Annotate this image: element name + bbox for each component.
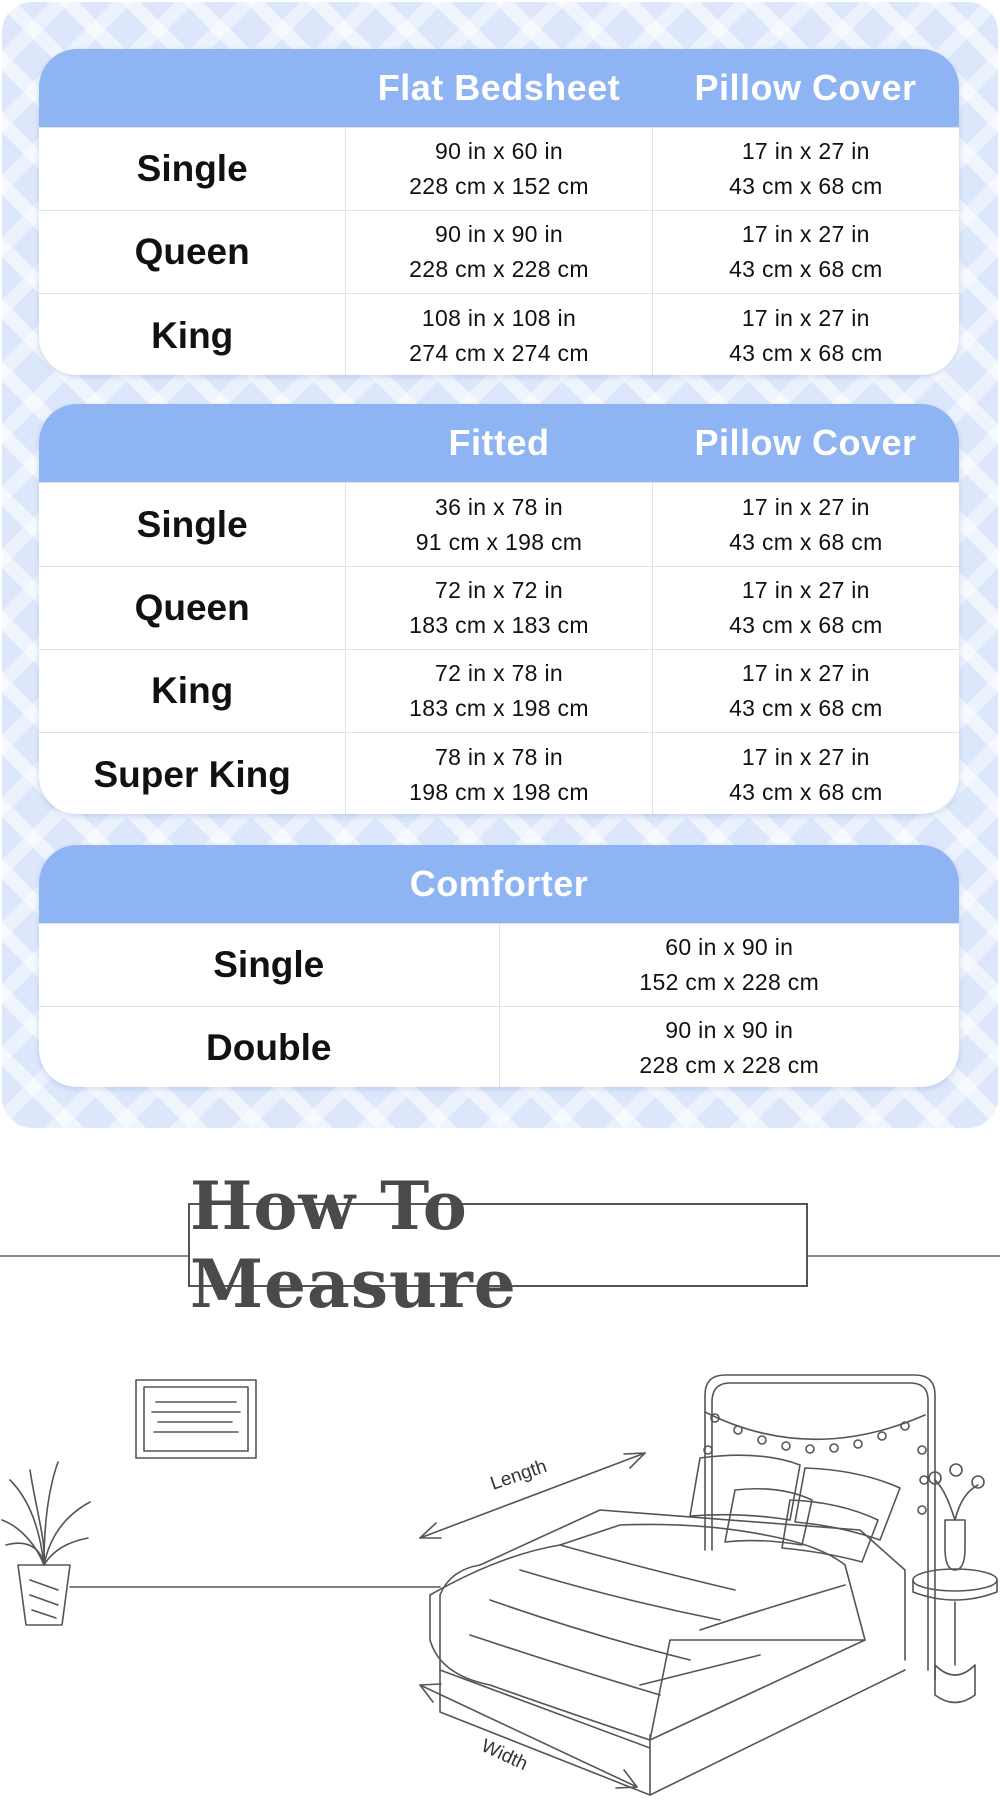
dim-cm: 43 cm x 68 cm: [729, 173, 883, 199]
table-row: [39, 1006, 959, 1087]
pillow-dimensions: [652, 211, 959, 293]
dim-inches: 17 in x 27 in: [741, 138, 870, 164]
dim-inches: 17 in x 27 in: [741, 304, 870, 331]
sheet-dimensions: [345, 567, 651, 649]
table-row: [39, 127, 959, 210]
pillow-dimensions: [652, 650, 959, 732]
dim-cm: 183 cm x 198 cm: [409, 695, 589, 721]
comforter-dimensions: [499, 924, 960, 1006]
dim-cm: 228 cm x 228 cm: [639, 1051, 820, 1078]
sheet-dimensions: [345, 483, 651, 566]
header-comforter: Comforter: [409, 863, 589, 904]
sheet-dimensions: [345, 650, 651, 732]
dim-inches: 108 in x 108 in: [421, 304, 577, 331]
dim-cm: 43 cm x 68 cm: [729, 528, 883, 555]
dim-inches: 72 in x 78 in: [435, 660, 563, 686]
bedroom-illustration: [0, 1340, 1000, 1810]
table-row: [39, 482, 959, 566]
table-row: [39, 923, 959, 1006]
potted-plant-icon: [2, 1462, 90, 1625]
dim-cm: 183 cm x 183 cm: [409, 612, 589, 638]
table-row: [39, 732, 959, 814]
dim-cm: 43 cm x 68 cm: [729, 695, 883, 721]
size-chart-panel: [2, 2, 998, 1128]
dim-inches: 78 in x 78 in: [435, 744, 563, 770]
header-fitted: Fitted: [448, 422, 550, 463]
comforter-dimensions: [499, 1007, 960, 1087]
dim-cm: 43 cm x 68 cm: [729, 612, 883, 638]
table-header: [39, 845, 959, 923]
size-name: Single: [136, 148, 248, 189]
dim-cm: 43 cm x 68 cm: [729, 339, 883, 366]
table-row: [39, 649, 959, 732]
pillow-dimensions: [652, 128, 959, 210]
flat-bedsheet-table: [39, 49, 959, 375]
dim-cm: 274 cm x 274 cm: [409, 339, 589, 366]
header-pillow-cover: Pillow Cover: [694, 422, 917, 463]
dim-inches: 17 in x 27 in: [741, 221, 870, 247]
sheet-dimensions: [345, 294, 651, 375]
width-label: Width: [477, 1735, 531, 1776]
table-row: [39, 210, 959, 293]
size-name: Single: [213, 944, 325, 985]
size-name: Queen: [134, 231, 250, 272]
side-table-icon: [913, 1464, 997, 1703]
length-label: Length: [487, 1455, 550, 1495]
comforter-icon: [430, 1524, 865, 1740]
size-name: Queen: [134, 587, 250, 628]
dim-cm: 228 cm x 228 cm: [409, 256, 589, 282]
header-size: [39, 49, 346, 127]
dim-inches: 90 in x 90 in: [435, 221, 563, 247]
table-row: [39, 293, 959, 375]
dim-cm: 198 cm x 198 cm: [409, 779, 589, 805]
header-pillow-cover: Pillow Cover: [694, 67, 917, 108]
sheet-dimensions: [345, 211, 651, 293]
dim-inches: 60 in x 90 in: [665, 934, 794, 960]
pillow-dimensions: [652, 567, 959, 649]
dim-inches: 90 in x 90 in: [665, 1016, 794, 1043]
sheet-dimensions: [345, 128, 651, 210]
table-header: [39, 404, 959, 482]
divider-right: [808, 1255, 1000, 1257]
pillow-dimensions: [652, 294, 959, 375]
table-row: [39, 566, 959, 649]
dim-cm: 43 cm x 68 cm: [729, 256, 883, 282]
header-size: [39, 404, 346, 482]
table-header: [39, 49, 959, 127]
picture-frame-icon: [136, 1380, 256, 1458]
fitted-table: [39, 404, 959, 814]
dim-inches: 36 in x 78 in: [435, 493, 563, 520]
width-arrow-icon: [420, 1684, 637, 1788]
dim-inches: 17 in x 27 in: [741, 744, 870, 770]
size-name: Single: [136, 503, 248, 545]
size-name: Double: [206, 1026, 332, 1068]
dim-inches: 72 in x 72 in: [435, 577, 563, 603]
dim-inches: 17 in x 27 in: [741, 660, 870, 686]
dim-cm: 228 cm x 152 cm: [409, 173, 589, 199]
sheet-dimensions: [345, 733, 651, 814]
header-flat-bedsheet: Flat Bedsheet: [377, 67, 621, 108]
pillow-dimensions: [652, 483, 959, 566]
pillows-icon: [690, 1455, 900, 1562]
pillow-dimensions: [652, 733, 959, 814]
dim-inches: 17 in x 27 in: [741, 493, 870, 520]
dim-inches: 90 in x 60 in: [435, 138, 563, 164]
dim-cm: 43 cm x 68 cm: [729, 779, 883, 805]
divider-left: [0, 1255, 188, 1257]
comforter-table: [39, 845, 959, 1087]
dim-inches: 17 in x 27 in: [741, 577, 870, 603]
size-name: King: [151, 670, 234, 711]
dim-cm: 152 cm x 228 cm: [639, 969, 820, 995]
size-name: King: [151, 314, 234, 356]
dim-cm: 91 cm x 198 cm: [415, 528, 583, 555]
size-name: Super King: [93, 754, 291, 795]
how-to-measure-title: How To Measure: [188, 1203, 808, 1287]
